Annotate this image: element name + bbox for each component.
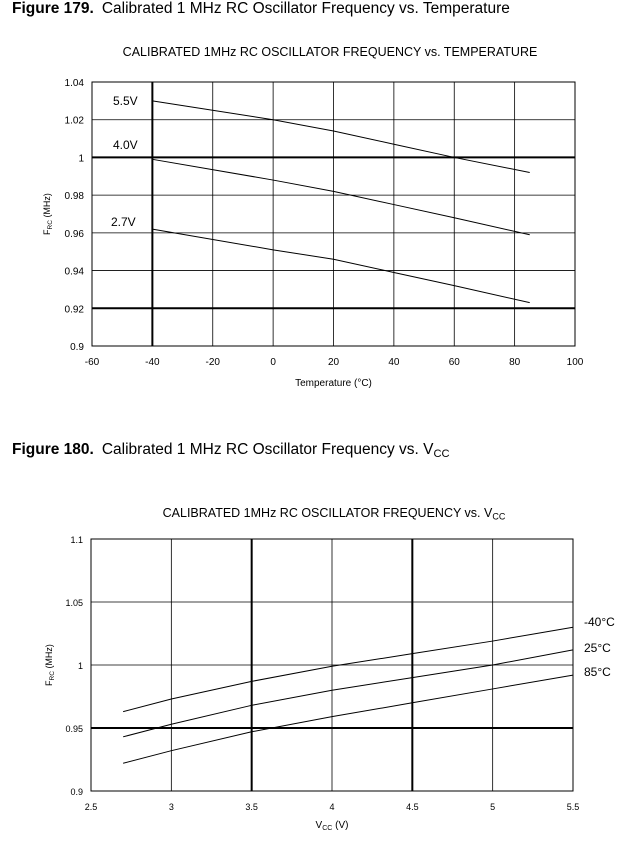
chart-2-vcc <box>0 520 634 849</box>
chart2-y-tick-label: 1 <box>77 661 83 671</box>
chart1-x-tick-label: 20 <box>327 357 340 368</box>
chart2-x-tick-label: 4 <box>329 802 335 812</box>
chart2-series-line-0 <box>123 627 573 711</box>
chart1-series-label-0: 5.5V <box>113 94 138 108</box>
chart2-x-tick-label: 5.5 <box>566 802 580 812</box>
figure-180-caption <box>12 441 450 460</box>
chart1-series-line-2 <box>152 229 529 303</box>
chart-2-title-subscript: CC <box>492 511 506 522</box>
figure-180-number: Figure 180. <box>12 441 94 458</box>
chart2-x-tick-label: 3 <box>168 802 174 812</box>
chart1-x-tick-label: 60 <box>448 357 460 368</box>
chart1-series-label-1: 4.0V <box>113 138 138 152</box>
chart2-x-tick-label: 4.5 <box>406 802 419 812</box>
chart2-y-tick-label: 1.05 <box>65 598 83 608</box>
chart1-y-tick-label: 0.98 <box>64 191 84 203</box>
chart1-x-tick-label: 80 <box>509 357 521 368</box>
chart1-series-line-0 <box>152 101 529 173</box>
figure-179-number: Figure 179. <box>12 0 94 17</box>
chart2-y-axis-label: $F_{RC}$ (MHz) <box>44 644 56 686</box>
chart-2-title <box>0 506 634 521</box>
chart-1-title: CALIBRATED 1MHz RC OSCILLATOR FREQUENCY vs. TEMPERATURE <box>122 45 538 59</box>
chart1-x-tick-label: 100 <box>566 357 584 368</box>
chart2-x-axis-label: $V_{CC}$ (V) <box>315 820 349 832</box>
chart2-y-tick-label: 1.1 <box>70 535 83 545</box>
chart1-x-tick-label: 0 <box>270 357 276 368</box>
chart2-series-label-2: 85°C <box>584 665 611 679</box>
chart1-x-tick-label: -20 <box>205 357 220 368</box>
chart1-series-line-1 <box>152 159 529 234</box>
figure-180-caption-subscript: CC <box>433 447 450 460</box>
chart2-series-label-1: 25°C <box>584 641 611 655</box>
chart2-series-line-1 <box>123 650 573 737</box>
chart-1-temperature <box>0 60 634 400</box>
chart2-x-tick-label: 3.5 <box>245 802 258 812</box>
chart1-series-label-2: 2.7V <box>111 215 136 229</box>
chart1-y-tick-label: 0.92 <box>64 304 84 316</box>
figure-179-caption-text: Calibrated 1 MHz RC Oscillator Frequency vs. Temperature <box>101 0 510 17</box>
chart1-y-tick-label: 1 <box>78 153 84 165</box>
figure-180-caption-text: Calibrated 1 MHz RC Oscillator Frequency vs. V <box>101 441 434 458</box>
figure-179-caption <box>12 0 510 18</box>
chart-2-title-text: CALIBRATED 1MHz RC OSCILLATOR FREQUENCY vs. V <box>162 506 493 520</box>
chart1-y-axis-label: $F_{RC}$ (MHz) <box>42 193 54 235</box>
chart1-y-tick-label: 1.02 <box>64 115 84 127</box>
chart2-y-tick-label: 0.95 <box>65 724 83 734</box>
chart2-x-tick-label: 2.5 <box>84 802 98 812</box>
chart1-y-tick-label: 0.9 <box>70 342 84 353</box>
chart2-x-tick-label: 5 <box>490 802 496 812</box>
chart1-x-tick-label: 40 <box>388 357 400 368</box>
chart1-x-axis-label: Temperature (°C) <box>295 378 372 389</box>
chart1-y-tick-label: 0.96 <box>64 228 84 240</box>
chart2-series-label-0: -40°C <box>584 615 615 629</box>
chart1-y-tick-label: 1.04 <box>64 78 84 89</box>
chart1-x-tick-label: -60 <box>84 357 100 368</box>
chart2-y-tick-label: 0.9 <box>70 787 83 797</box>
chart1-x-tick-label: -40 <box>145 357 160 368</box>
chart1-y-tick-label: 0.94 <box>64 266 84 278</box>
